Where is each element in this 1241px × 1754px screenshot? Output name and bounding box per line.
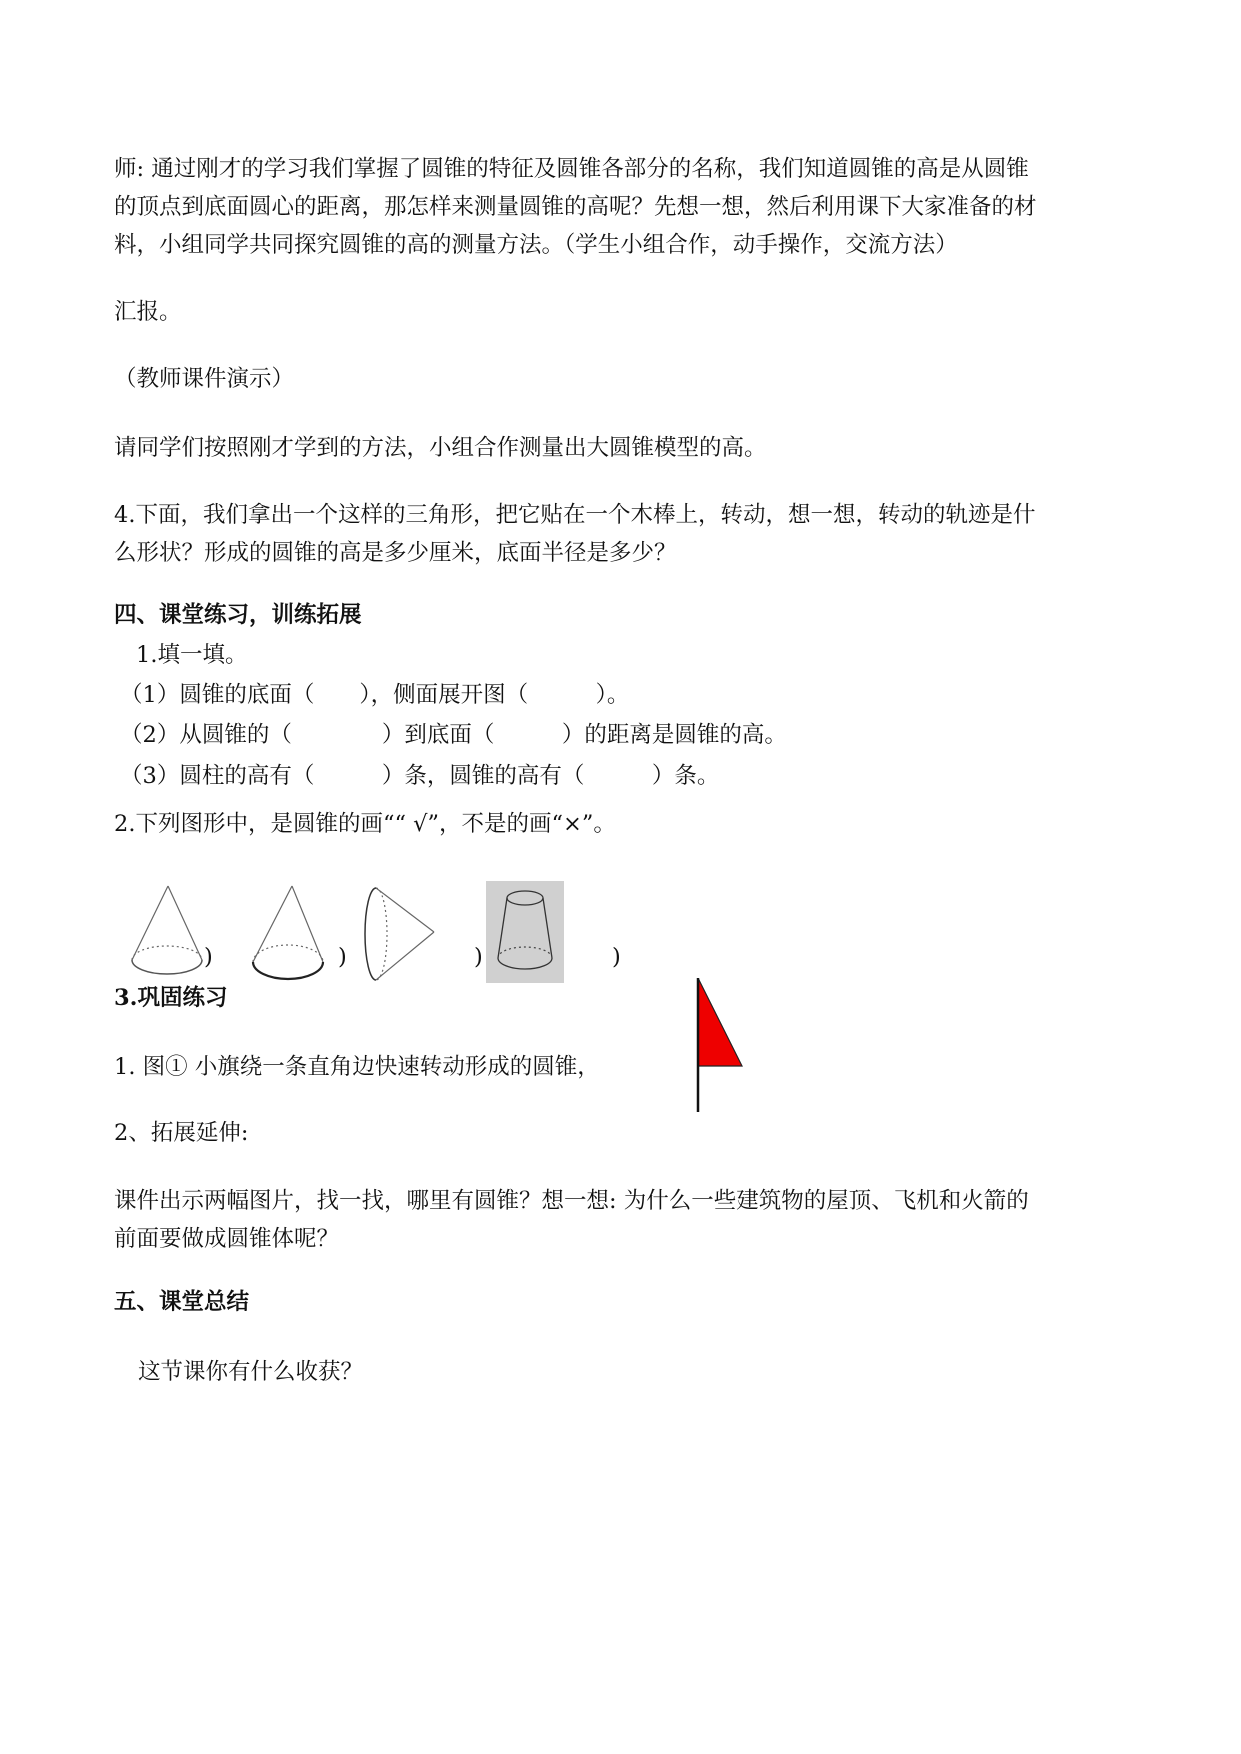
text-fill-item-2: （2）从圆锥的（ ）到底面（ ）的距离是圆锥的高。 bbox=[120, 722, 787, 748]
flag-figure bbox=[690, 978, 750, 1114]
text-question-2: 2.下列图形中，是圆锥的画““ √”，不是的画“×”。 bbox=[114, 811, 616, 837]
text-consolidation-1: 1. 图① 小旗绕一条直角边快速转动形成的圆锥， bbox=[114, 1054, 600, 1080]
answer-paren: ) bbox=[612, 944, 621, 970]
text-report: 汇报。 bbox=[114, 299, 182, 325]
sideways-cone-figure bbox=[364, 884, 444, 986]
text-measure: 请同学们按照刚才学到的方法，小组合作测量出大圆锥模型的高。 bbox=[114, 435, 767, 461]
text-line: 4.下面，我们拿出一个这样的三角形，把它贴在一个木棒上，转动，想一想，转动的轨迹是什 bbox=[114, 502, 1036, 528]
text-fill-item-1: （1）圆锥的底面（ ），侧面展开图（ ）。 bbox=[120, 682, 630, 708]
text-line: 料，小组同学共同探究圆锥的高的测量方法。（学生小组合作，动手操作，交流方法） bbox=[114, 232, 958, 258]
text-line: 课件出示两幅图片，找一找，哪里有圆锥？想一想: 为什么一些建筑物的屋顶、飞机和火箭的 bbox=[114, 1188, 1029, 1214]
answer-paren: ) bbox=[338, 944, 347, 970]
cone-figure-1 bbox=[126, 882, 216, 984]
section-heading-consolidation: 3.巩固练习 bbox=[114, 985, 228, 1011]
text-summary-question: 这节课你有什么收获？ bbox=[138, 1359, 364, 1385]
text-line: 前面要做成圆锥体呢？ bbox=[114, 1226, 340, 1252]
cup-figure bbox=[486, 881, 564, 983]
text-line: 的顶点到底面圆心的距离，那怎样来测量圆锥的高呢？先想一想，然后利用课下大家准备的材 bbox=[114, 194, 1037, 220]
text-demo: （教师课件演示） bbox=[114, 366, 295, 392]
cone-figure-2 bbox=[244, 882, 334, 984]
answer-paren: ) bbox=[204, 944, 213, 970]
text-fill-heading: 1.填一填。 bbox=[136, 642, 248, 668]
section-heading-practice: 四、课堂练习，训练拓展 bbox=[114, 602, 362, 628]
text-line: 师: 通过刚才的学习我们掌握了圆锥的特征及圆锥各部分的名称，我们知道圆锥的高是从圆锥 bbox=[114, 156, 1029, 182]
text-line: 么形状？形成的圆锥的高是多少厘米，底面半径是多少？ bbox=[114, 540, 677, 566]
text-fill-item-3: （3）圆柱的高有（ ）条，圆锥的高有（ ）条。 bbox=[120, 763, 720, 789]
text-consolidation-2: 2、拓展延伸: bbox=[114, 1120, 249, 1146]
section-heading-summary: 五、课堂总结 bbox=[114, 1289, 250, 1315]
answer-paren: ) bbox=[474, 944, 483, 970]
